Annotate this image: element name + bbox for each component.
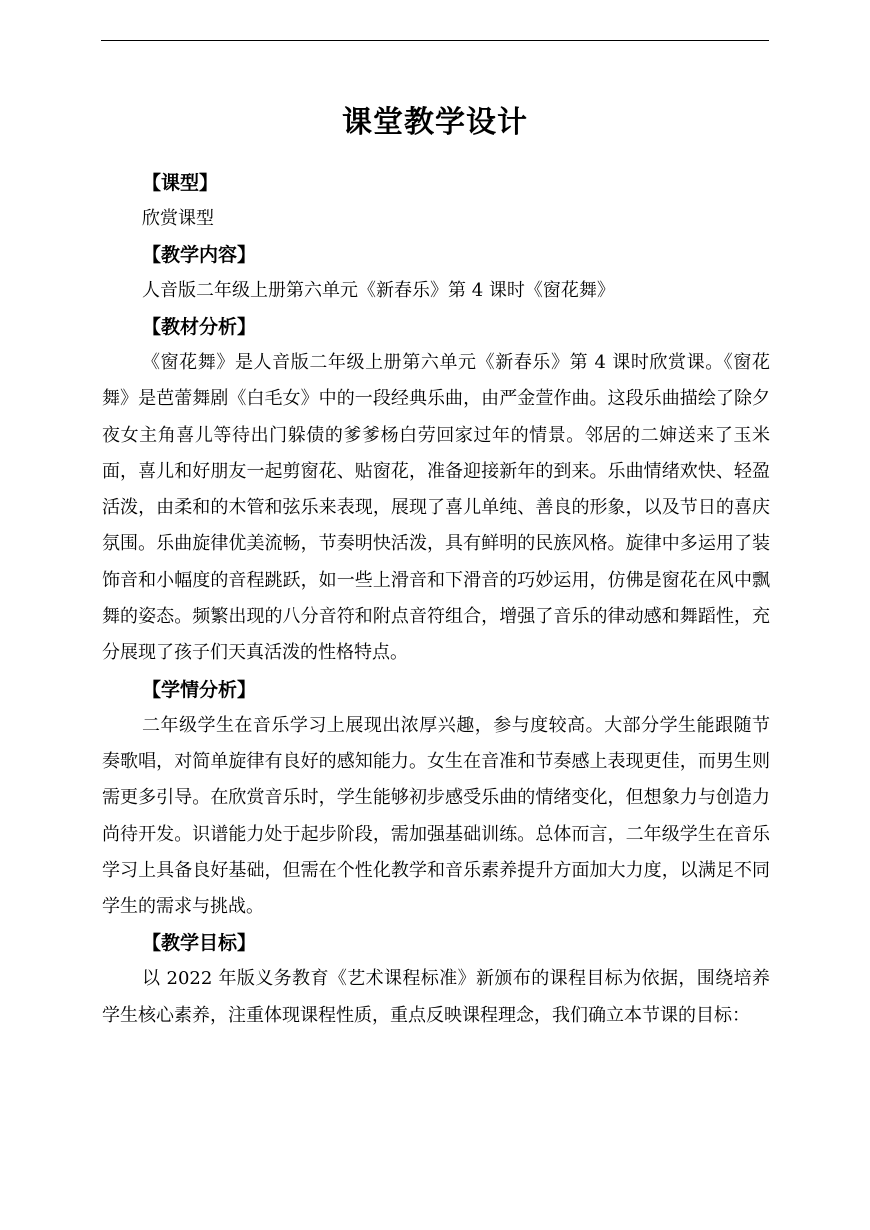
document-body [102,165,770,1034]
section-heading: 【学情分析】 [142,678,257,701]
section-heading: 【教材分析】 [142,316,257,338]
section-textbook-analysis [102,309,770,672]
section-student-analysis [102,672,770,926]
section-text: 欣赏课型 [142,208,214,229]
section-paragraph: 《窗花舞》是人音版二年级上册第六单元《新春乐》第 4 课时欣赏课。《窗花舞》是芭蕾舞剧《白毛女》中的一段经典乐曲，由严金萱作曲。这段乐曲描绘了除夕夜女主角喜儿等待出门躲债的爹爹杨白劳回家过年的情景。邻居的二婶送来了玉米面，喜儿和好朋友一起剪窗花、贴窗花，准备迎接新年的到来。乐曲情绪欢快、轻盈活泼，由柔和的木管和弦乐来表现，展现了喜儿单纯、善良的形象，以及节日的喜庆氛围。乐曲旋律优美流畅，节奏明快活泼，具有鲜明的民族风格。旋律中多运用了装饰音和小幅度的音程跳跃，如一些上滑音和下滑音的巧妙运用，仿佛是窗花在风中飘舞的姿态。频繁出现的八分音符和附点音符组合，增强了音乐的律动感和舞蹈性，充分展现了孩子们天真活泼的性格特点。 [102,352,770,664]
section-teaching-content [102,237,770,309]
section-lesson-type [102,165,770,237]
section-heading: 【教学内容】 [142,244,257,266]
section-heading: 【课型】 [142,172,219,194]
section-paragraph: 以 2022 年版义务教育《艺术课程标准》新颁布的课程目标为依据，围绕培养学生核心素养，注重体现课程性质，重点反映课程理念，我们确立本节课的目标： [102,968,770,1026]
document-title: 课堂教学设计 [342,105,528,141]
header-rule [101,40,769,41]
section-text: 人音版二年级上册第六单元《新春乐》第 4 课时《窗花舞》 [142,280,615,301]
section-heading: 【教学目标】 [142,932,257,955]
section-paragraph: 二年级学生在音乐学习上展现出浓厚兴趣，参与度较高。大部分学生能跟随节奏歌唱，对简单旋律有良好的感知能力。女生在音准和节奏感上表现更佳，而男生则需更多引导。在欣赏音乐时，学生能够初步感受乐曲的情绪变化，但想象力与创造力尚待开发。识谱能力处于起步阶段，需加强基础训练。总体而言，二年级学生在音乐学习上具备良好基础，但需在个性化教学和音乐素养提升方面加大力度，以满足不同学生的需求与挑战。 [102,714,770,918]
section-teaching-objectives [102,925,770,1034]
